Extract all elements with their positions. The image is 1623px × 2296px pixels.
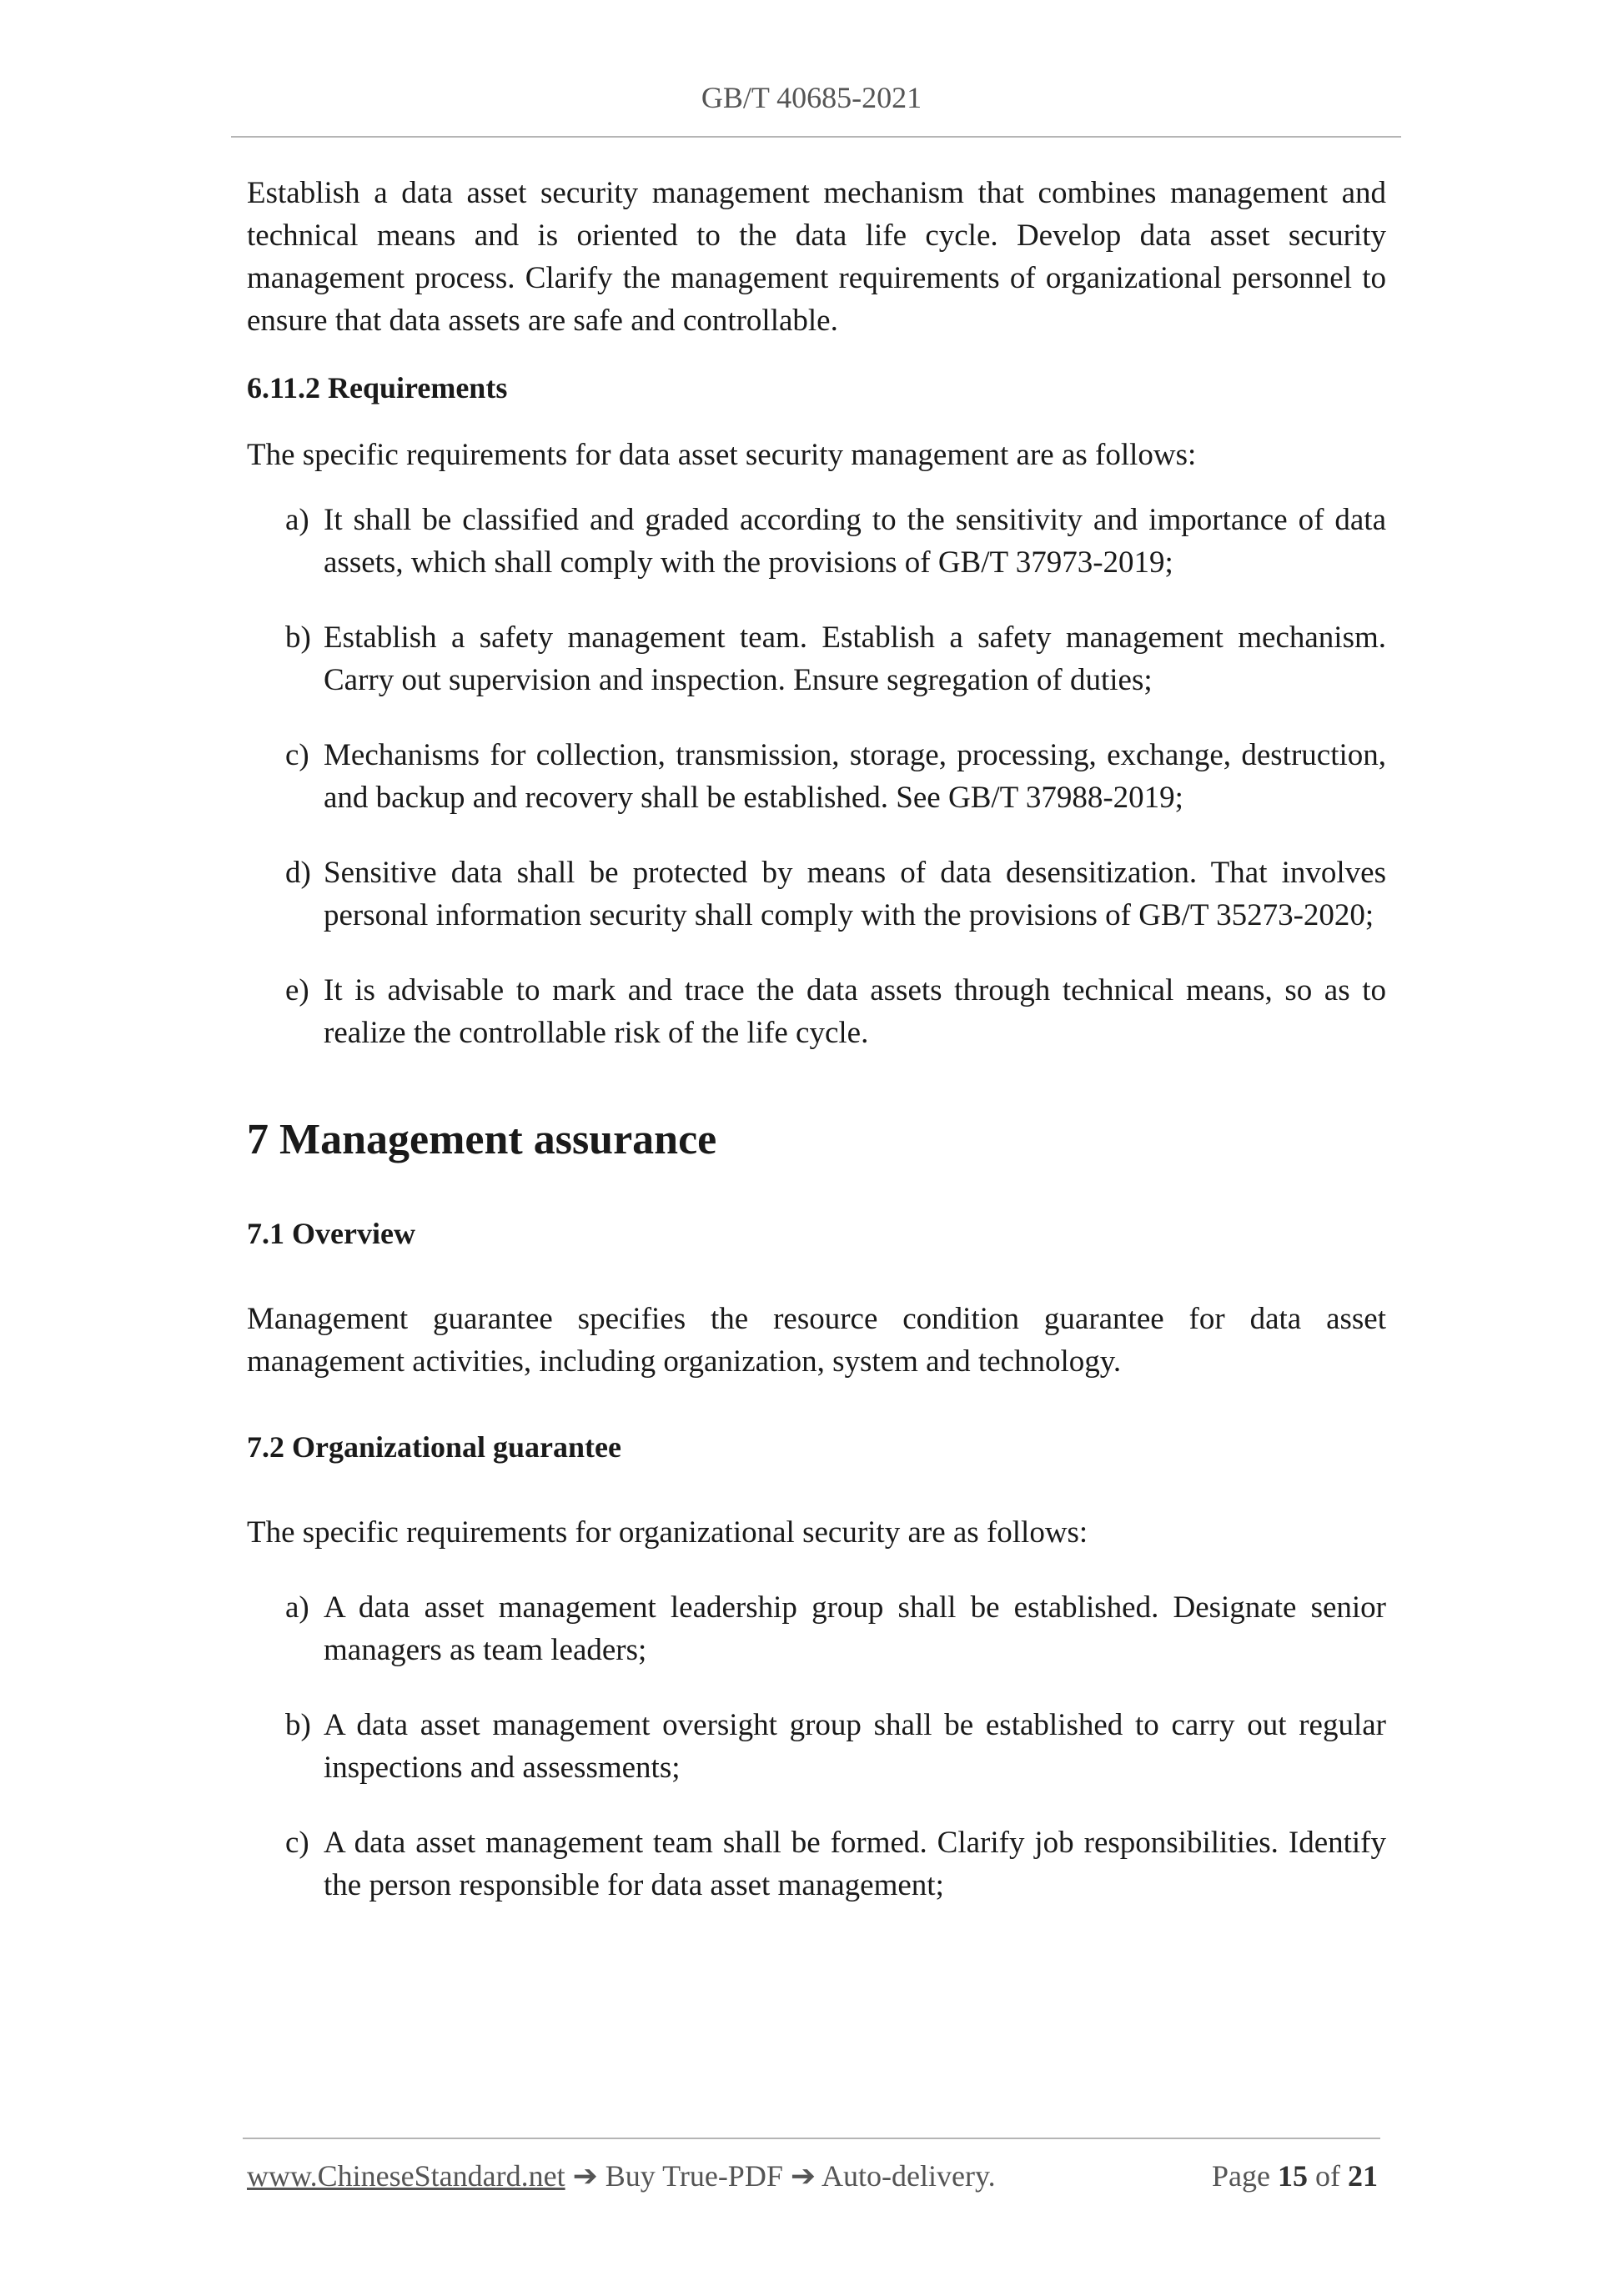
list-marker: b)	[285, 1708, 311, 1742]
page-footer	[247, 2158, 1378, 2200]
list-marker: a)	[285, 1590, 309, 1625]
list-marker: d)	[285, 856, 311, 890]
arrow-right-icon: ➔	[790, 2159, 817, 2193]
list-item	[247, 969, 1386, 1054]
section-heading-7-2: 7.2 Organizational guarantee	[247, 1430, 621, 1464]
chapter-heading-7: 7 Management assurance	[247, 1116, 717, 1163]
list-item	[247, 499, 1386, 584]
list-item	[247, 1821, 1386, 1907]
list-item-text: It is advisable to mark and trace the data assets through technical means, so as to realize the controllable risk of the life cycle.	[324, 973, 1386, 1050]
page-number	[1212, 2158, 1378, 2193]
section-heading-6-11-2: 6.11.2 Requirements	[247, 371, 508, 404]
header-divider	[231, 136, 1401, 138]
organizational-lead: The specific requirements for organizational security are as follows:	[247, 1515, 1088, 1550]
list-marker: e)	[285, 973, 309, 1007]
list-item-text: A data asset management leadership group shall be established. Designate senior managers as team leaders;	[324, 1590, 1386, 1667]
list-marker: c)	[285, 738, 309, 772]
total-pages: 21	[1348, 2159, 1378, 2193]
chinesestandard-link[interactable]: www.ChineseStandard.net	[247, 2159, 565, 2193]
buy-true-pdf-text: Buy True-PDF	[605, 2159, 783, 2193]
list-marker: a)	[285, 503, 309, 537]
section-heading-7-1: 7.1 Overview	[247, 1217, 415, 1250]
auto-delivery-text: Auto-delivery.	[822, 2159, 996, 2193]
list-item-text: It shall be classified and graded according to the sensitivity and importance of data assets, which shall comply with the provisions of GB/T 37973-2019;	[324, 503, 1386, 580]
arrow-right-icon: ➔	[572, 2159, 598, 2193]
footer-divider	[243, 2138, 1380, 2139]
page-content	[247, 172, 1386, 1907]
header-standard-number: GB/T 40685-2021	[701, 81, 922, 114]
list-item	[247, 616, 1386, 701]
list-item-text: A data asset management team shall be formed. Clarify job responsibilities. Identify the person responsible for data asset management;	[324, 1826, 1386, 1902]
list-item-text: Sensitive data shall be protected by means of data desensitization. That involves personal information security shall comply with the provisions of GB/T 35273-2020;	[324, 856, 1386, 932]
list-item	[247, 1586, 1386, 1671]
list-marker: b)	[285, 620, 311, 655]
list-item-text: Mechanisms for collection, transmission, storage, processing, exchange, destruction, and backup and recovery shall be established. See GB/T 37988-2019;	[324, 738, 1386, 815]
current-page: 15	[1278, 2159, 1308, 2193]
list-item-text: Establish a safety management team. Establish a safety management mechanism. Carry out supervision and inspection. Ensure segregation of duties;	[324, 620, 1386, 697]
intro-paragraph: Establish a data asset security management mechanism that combines management and technical means and is oriented to the data life cycle. Develop data asset security management process. Clarify the management requirements of organizational personnel to ensure that data assets are safe and controllable.	[247, 176, 1386, 338]
list-item	[247, 852, 1386, 937]
list-marker: c)	[285, 1826, 309, 1860]
list-item-text: A data asset management oversight group shall be established to carry out regular inspections and assessments;	[324, 1708, 1386, 1785]
overview-paragraph: Management guarantee specifies the resource condition guarantee for data asset management activities, including organization, system and technology.	[247, 1302, 1386, 1379]
page-label: Page	[1212, 2159, 1270, 2193]
list-item	[247, 734, 1386, 819]
list-item	[247, 1704, 1386, 1789]
requirements-lead: The specific requirements for data asset security management are as follows:	[247, 438, 1197, 472]
page-of-label: of	[1315, 2159, 1340, 2193]
footer-promo	[247, 2158, 996, 2193]
